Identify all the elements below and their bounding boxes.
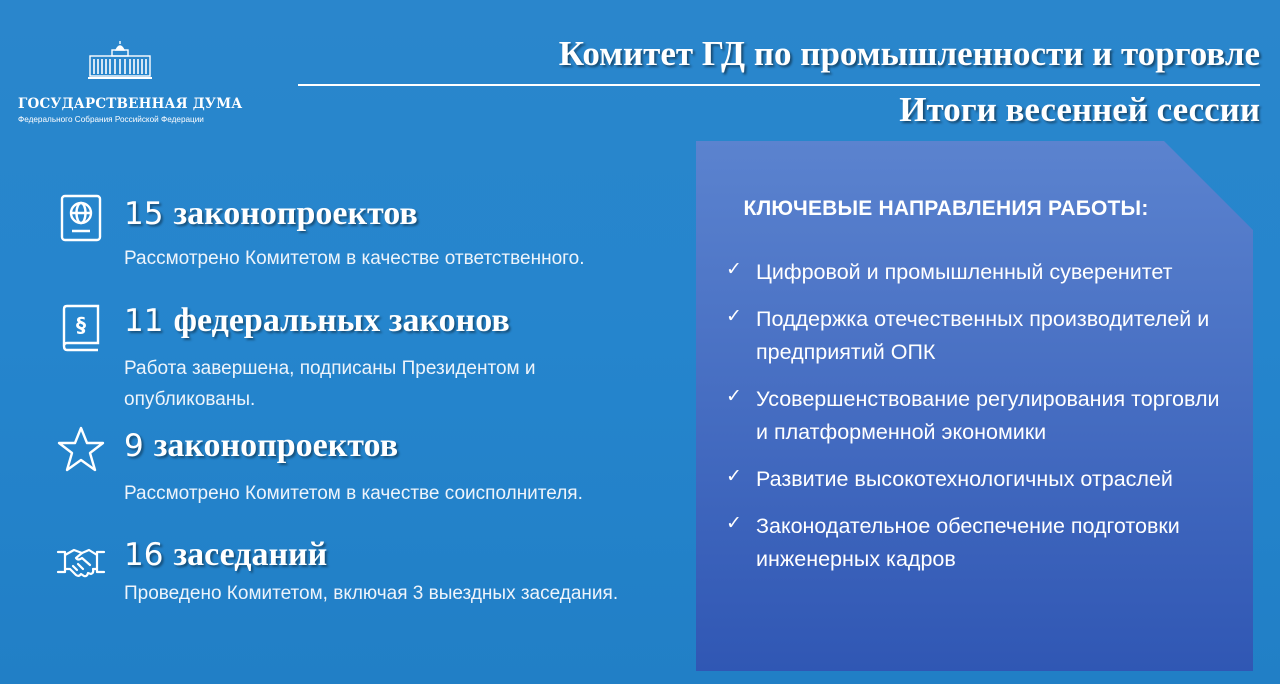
check-icon: ✓ [726,258,742,280]
list-item [726,256,1236,289]
list-item-text: Усовершенствование регулирования торговли и платформенной экономики [756,387,1220,444]
stat-label: федеральных законов [173,302,510,339]
directions-list [726,256,1236,590]
star-icon [56,425,106,475]
stat-number: 11 [124,303,164,339]
stat-number: 16 [124,537,164,573]
stat-label: заседаний [173,536,328,573]
list-item-text: Развитие высокотехнологичных отраслей [756,467,1173,491]
duma-logo [18,40,248,124]
check-icon: ✓ [726,305,742,327]
check-icon: ✓ [726,385,742,407]
stat-label: законопроектов [153,427,399,464]
stat-description: Рассмотрено Комитетом в качестве ответственного. [124,248,585,269]
law-book-icon [56,303,106,353]
logo-subtitle: Федерального Собрания Российской Федерации [18,115,204,124]
stat-number: 9 [124,428,144,464]
handshake-icon [56,536,106,586]
list-item-text: Законодательное обеспечение подготовки инженерных кадров [756,514,1180,571]
list-item [726,303,1236,369]
stat-description: Работа завершена, подписаны Президентом и опубликованы. [124,358,536,410]
list-item [726,463,1236,496]
key-directions-panel [696,141,1253,671]
logo-title: ГОСУДАРСТВЕННАЯ ДУМА [18,96,243,112]
passport-globe-icon [56,193,106,243]
check-icon: ✓ [726,465,742,487]
duma-building-icon [88,40,152,80]
list-item [726,510,1236,576]
list-item [726,383,1236,449]
check-icon: ✓ [726,512,742,534]
stat-description: Рассмотрено Комитетом в качестве соисполнителя. [124,483,583,504]
page-title: Комитет ГД по промышленности и торговле [558,34,1260,73]
stat-label: законопроектов [173,195,418,232]
page-subtitle: Итоги весенней сессии [899,90,1260,129]
list-item-text: Цифровой и промышленный суверенитет [756,260,1173,284]
header-divider [298,84,1260,86]
svg-text:§: § [76,313,86,337]
list-item-text: Поддержка отечественных производителей и предприятий ОПК [756,307,1210,364]
stat-description: Проведено Комитетом, включая 3 выездных заседания. [124,583,619,604]
panel-title: КЛЮЧЕВЫЕ НАПРАВЛЕНИЯ РАБОТЫ: [743,197,1149,220]
stat-number: 15 [124,196,164,232]
